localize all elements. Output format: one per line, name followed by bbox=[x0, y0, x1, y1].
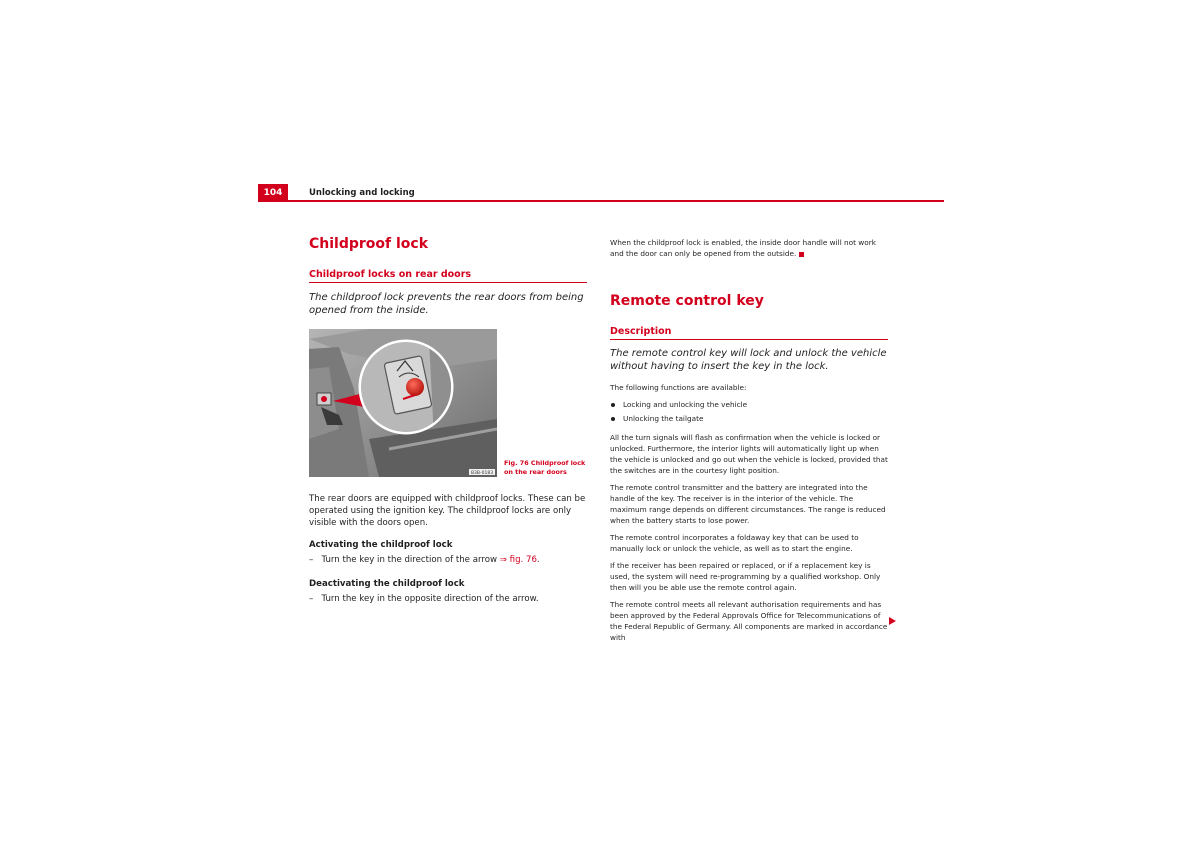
childproof-lock-figure bbox=[309, 329, 497, 477]
left-column bbox=[309, 236, 587, 317]
remote-lead-text: The remote control key will lock and unlock the vehicle without having to insert the key in the lock. bbox=[610, 348, 887, 372]
activating-step-end: . bbox=[536, 555, 540, 565]
activating-heading: Activating the childproof lock bbox=[309, 540, 453, 550]
description-subheading: Description bbox=[610, 326, 888, 340]
approval-paragraph: The remote control meets all relevant authorisation requirements and has been approved by the Federal Approvals Office for Telecommunications of the Federal Republic of Germany. All components are marked in accordance with bbox=[610, 600, 888, 642]
transmitter-paragraph: The remote control transmitter and the battery are integrated into the handle of the key. The receiver is in the interior of the vehicle. The maximum range depends on different circumstances. The range is reduced when the battery starts to lose power. bbox=[610, 483, 886, 525]
deactivating-step bbox=[309, 593, 589, 605]
activating-dash: – bbox=[309, 555, 314, 565]
section-end-mark bbox=[799, 252, 804, 257]
list-item: Locking and unlocking the vehicle bbox=[610, 398, 888, 412]
figure-caption-line2: on the rear doors bbox=[504, 467, 567, 476]
activating-step-text: Turn the key in the direction of the arrow bbox=[321, 555, 500, 565]
childproof-body-text: The rear doors are equipped with childproof locks. These can be operated using the ignition key. The childproof locks are only visible with the doors open. bbox=[309, 494, 586, 528]
childproof-lock-heading: Childproof lock bbox=[309, 236, 429, 252]
functions-intro: The following functions are available: bbox=[610, 383, 747, 392]
list-item: Unlocking the tailgate bbox=[610, 412, 888, 426]
figure-caption-line1: Fig. 76 Childproof lock bbox=[504, 459, 586, 467]
functions-list bbox=[610, 398, 888, 426]
door-lock-illustration bbox=[309, 329, 497, 477]
childproof-intro-text bbox=[610, 237, 888, 259]
deactivating-step-text: Turn the key in the opposite direction of the arrow. bbox=[321, 594, 539, 604]
remote-control-heading: Remote control key bbox=[610, 293, 764, 309]
deactivating-dash: – bbox=[309, 594, 314, 604]
figure-76-link[interactable]: ⇒ fig. 76 bbox=[499, 555, 537, 565]
childproof-intro-copy: When the childproof lock is enabled, the inside door handle will not work and the door can only be opened from the outside. bbox=[610, 238, 876, 258]
continue-arrow-icon bbox=[889, 617, 896, 625]
reprogramming-paragraph: If the receiver has been repaired or replaced, or if a replacement key is used, the system will need re-programming by a qualified workshop. Only then will you be able use the remote control again. bbox=[610, 561, 881, 592]
section-title: Unlocking and locking bbox=[309, 188, 415, 198]
page-number-badge: 104 bbox=[258, 184, 288, 201]
header-divider bbox=[258, 200, 944, 202]
childproof-lead-text: The childproof lock prevents the rear doors from being opened from the inside. bbox=[309, 292, 584, 316]
childproof-instructions bbox=[309, 493, 589, 605]
right-column bbox=[610, 237, 888, 643]
figure-code: B3B-0183 bbox=[470, 471, 494, 476]
childproof-rear-doors-subheading: Childproof locks on rear doors bbox=[309, 269, 587, 283]
deactivating-heading: Deactivating the childproof lock bbox=[309, 579, 465, 589]
figure-caption bbox=[504, 459, 594, 476]
activating-step bbox=[309, 554, 589, 566]
foldaway-key-paragraph: The remote control incorporates a foldaway key that can be used to manually lock or unlock the vehicle, as well as to start the engine. bbox=[610, 533, 859, 553]
turn-signals-paragraph: All the turn signals will flash as confirmation when the vehicle is locked or unlocked. Furthermore, the interior lights will automatically light up when the vehicle is unlocked and go out when the vehicle is locked, provided that the switches are in the courtesy light position. bbox=[610, 433, 888, 475]
